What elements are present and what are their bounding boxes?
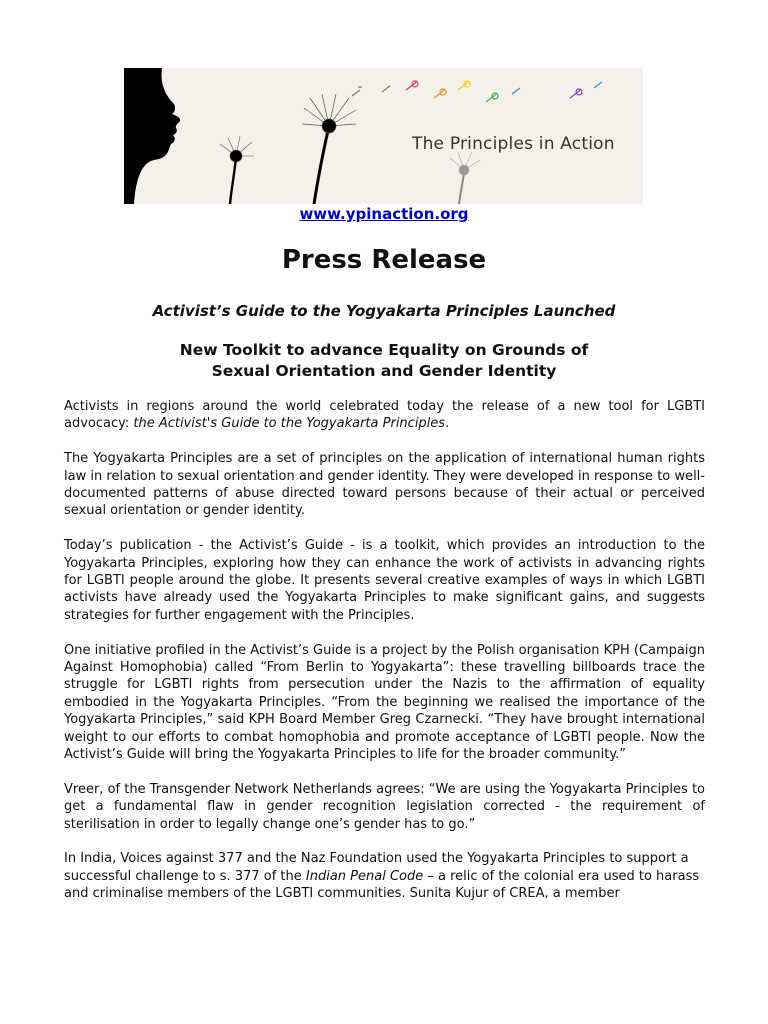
paragraph: Vreer, of the Transgender Network Netherlands agrees: “We are using the Yogyakarta Principles to get a fundamental flaw in gender recognition legislation corrected - the requirement of sterilisation in order to legally change one’s gender has to go.” [64,781,705,832]
dandelion-head-small [220,136,254,162]
subheadline-line: Sexual Orientation and Gender Identity [211,362,557,380]
paragraph [64,850,705,902]
subheadline-line: New Toolkit to advance Equality on Grounds of [179,341,589,359]
text-run: – a relic of the colonial era used to harass and criminalise members of the LGBTI communities. Sunita Kujur of CREA, a member [64,868,700,902]
dandelion-stem [314,126,329,204]
article-body [64,398,705,920]
paragraph: The Yogyakarta Principles are a set of principles on the application of international human rights law in relation to sexual orientation and gender identity. They were developed in response to well-documented patterns of abuse directed toward persons because of their actual or perceived sexual orientation or gender identity. [64,451,705,519]
website-link[interactable]: www.ypinaction.org [299,205,469,223]
header-banner [124,68,643,204]
emphasis-text: Indian Penal Code [305,868,424,884]
text-run: . [445,416,450,432]
dandelion-head-large [302,94,356,133]
text-run: Activists in regions around the world celebrated today the release of a new tool for LGBTI advocacy: [64,399,705,432]
page-title: Press Release [281,245,487,275]
text-run: In India, Voices against 377 and the Naz Foundation used the Yogyakarta Principles to support a successful challenge to s. 377 of the [64,851,689,884]
paragraph: One initiative profiled in the Activist’s Guide is a project by the Polish organisation KPH (Campaign Against Homophobia) called “From Berlin to Yogyakarta”: these travelling billboards trace the struggle for LGBTI rights from persecution under the Nazis to the affirmation of equality embodied in the Yogyakarta Principles. “From the beginning we realised the importance of the Yogyakarta Principles,” said KPH Board Member Greg Czarnecki. “They have brought international weight to our efforts to combat homophobia and promote acceptance of LGBTI people. Now the Activist’s Guide will bring the Yogyakarta Principles to life for the broader community.” [64,642,705,763]
banner-title: The Principles in Action [412,134,615,154]
emphasis-text: the Activist's Guide to the Yogyakarta Principles [133,416,446,432]
floating-seeds [352,81,602,102]
face-silhouette [124,68,180,204]
paragraph [64,398,705,433]
headline: Activist’s Guide to the Yogyakarta Principles Launched [152,302,616,320]
dandelion-stem [459,173,464,204]
subheadline [0,340,768,382]
paragraph: Today’s publication - the Activist’s Guide - is a toolkit, which provides an introduction to the Yogyakarta Principles, exploring how they can enhance the work of activists in advancing rights for LGBTI people around the globe. It presents several creative examples of ways in which LGBTI activists have already used the Yogyakarta Principles to make significant gains, and suggests strategies for further engagement with the Principles. [64,538,705,623]
dandelion-head-faded [450,152,480,175]
dandelion-stem [230,158,236,204]
